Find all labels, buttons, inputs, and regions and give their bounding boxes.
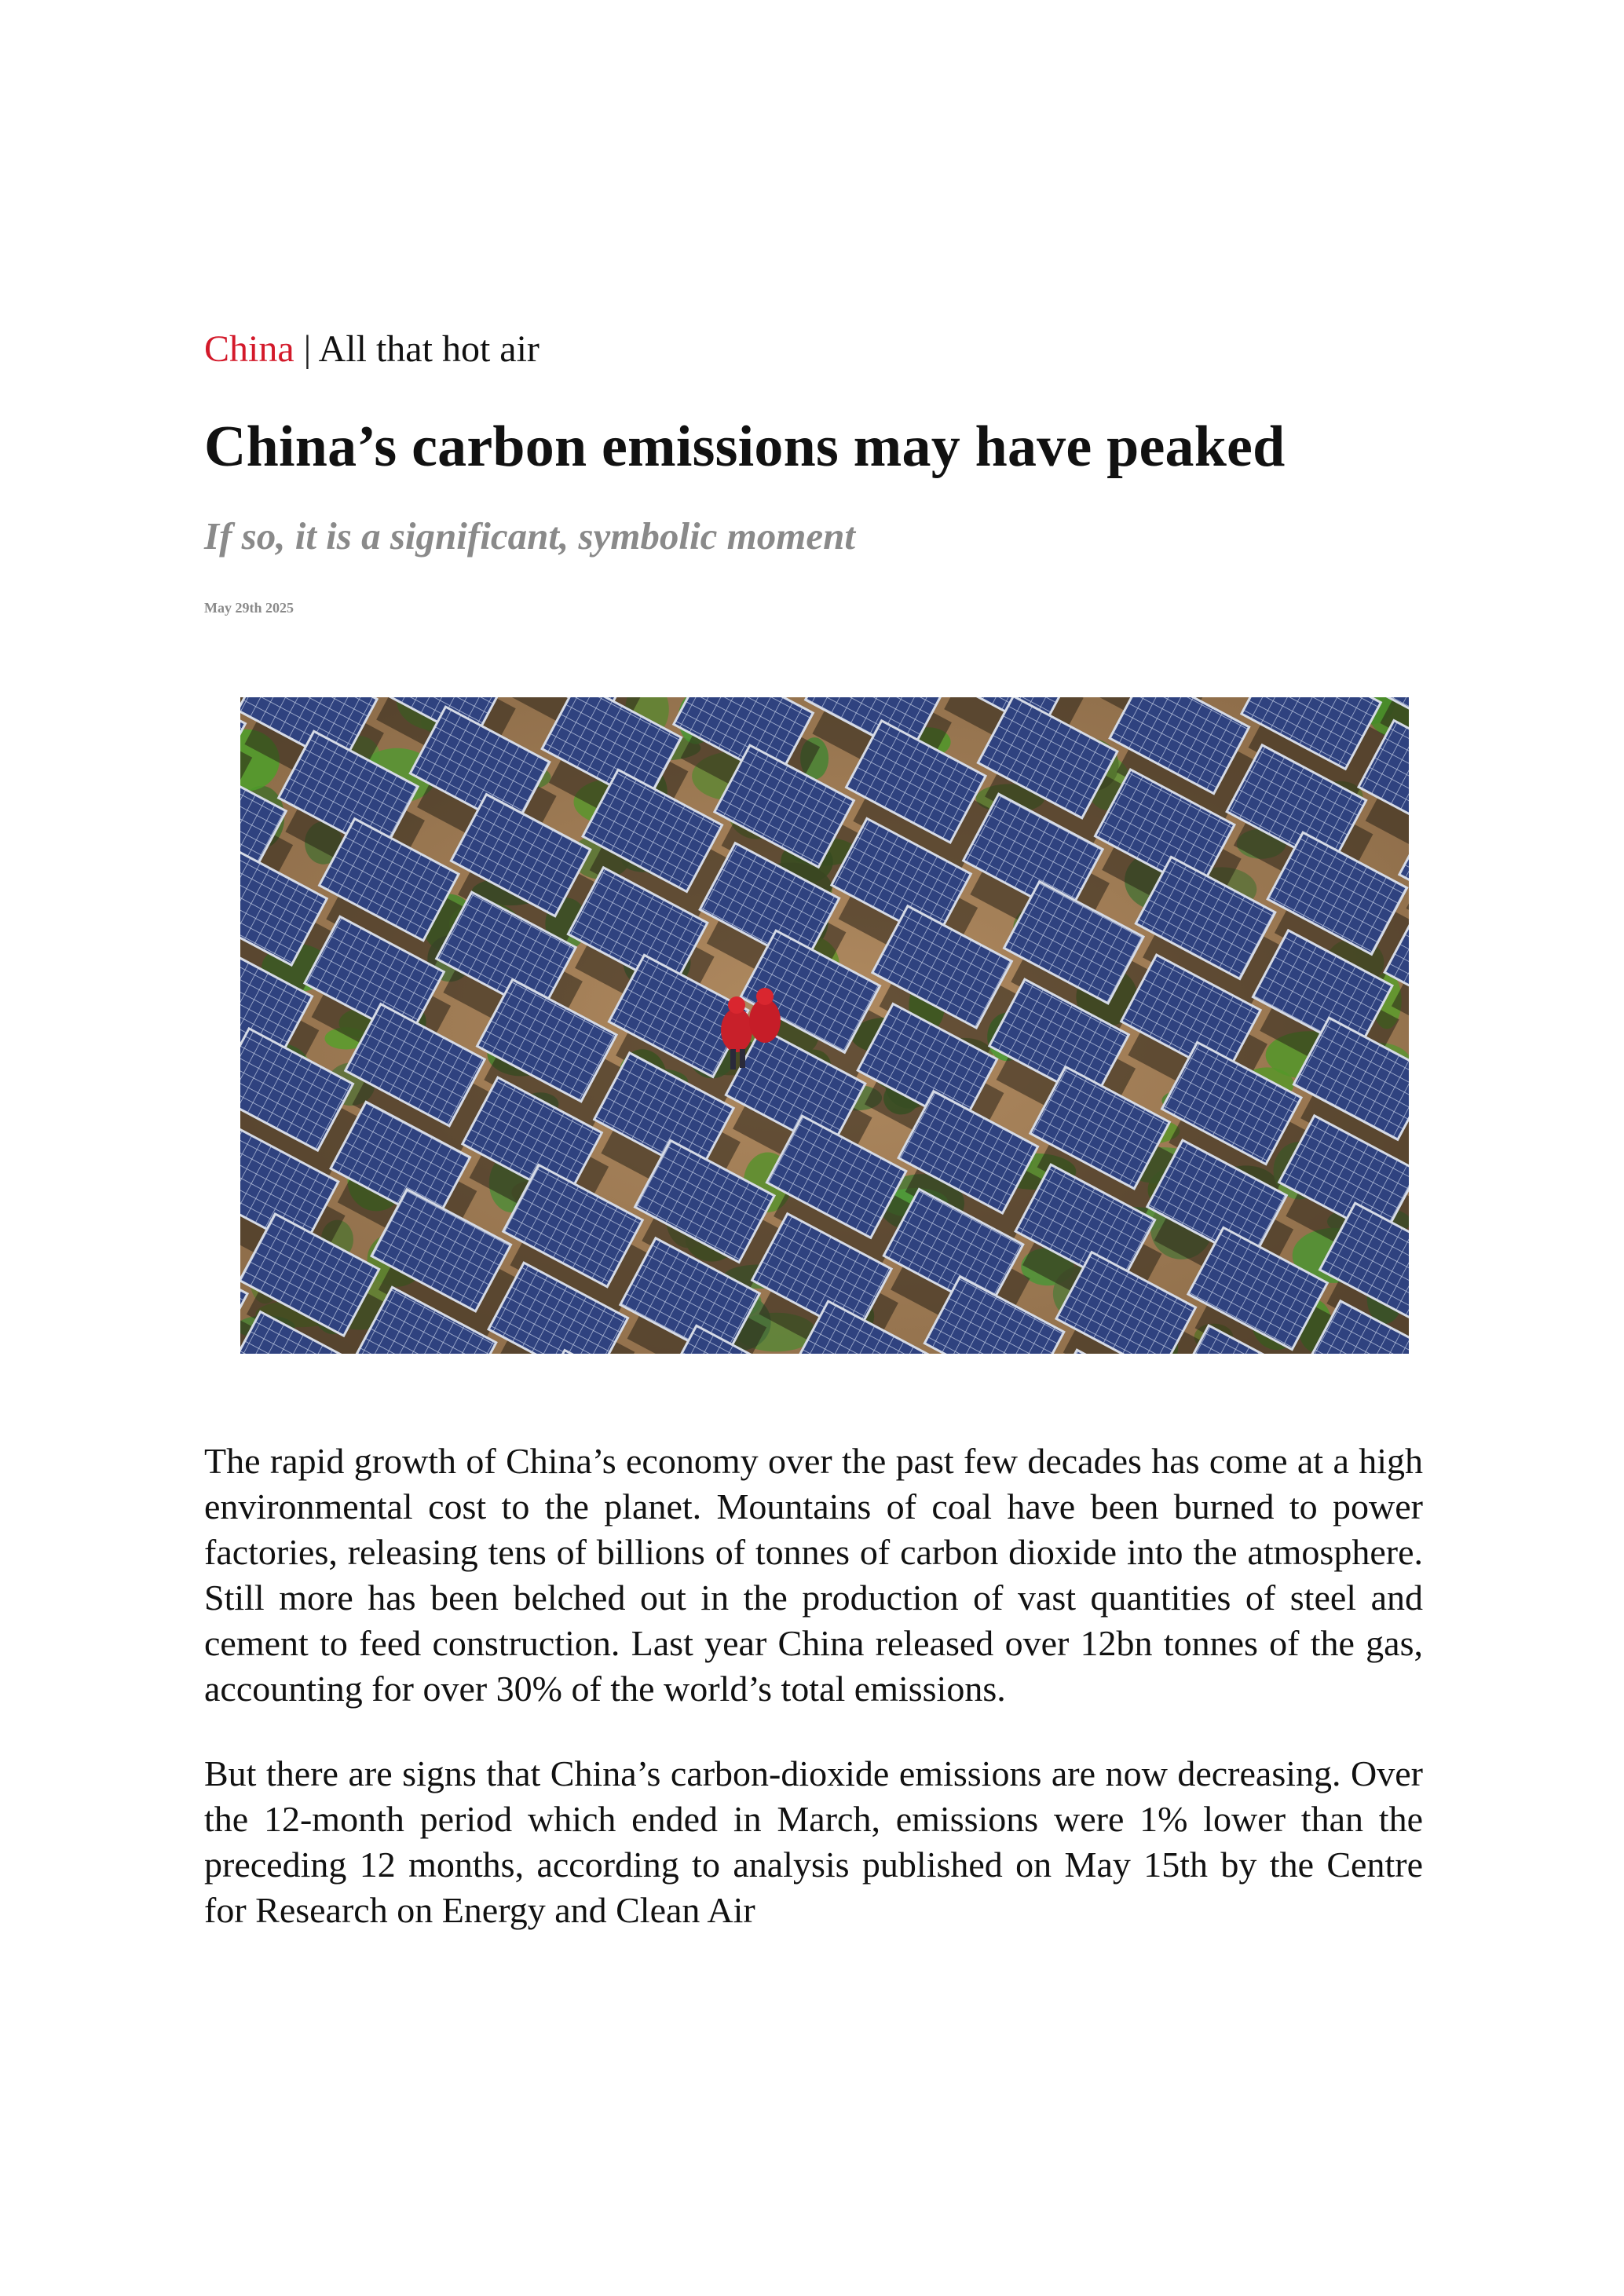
section-link[interactable]: China — [204, 328, 294, 370]
article-kicker — [204, 326, 540, 373]
article-date: May 29th 2025 — [204, 600, 294, 616]
kicker-separator: | — [294, 328, 319, 370]
article-headline: China’s carbon emissions may have peaked — [204, 415, 1286, 479]
article-body — [204, 1439, 1423, 1972]
body-paragraph-1: The rapid growth of China’s economy over the past few decades has come at a high environmental cost to the planet. Mountains of coal have been burned to power factories, releasing tens of billions of tonnes of carbon dioxide into the atmosphere. Still more has been belched out in the production of vast quantities of steel and cement to feed construction. Last year China released over 12bn tonnes of the gas, accounting for over 30% of the world’s total emissions. — [204, 1441, 1423, 1709]
body-paragraph-2: But there are signs that China’s carbon-dioxide emissions are now decreasing. Over the 12-month period which ended in March, emissions were 1% lower than the preceding 12 months, according to analysis published on May 15th by the Centre for Research on Energy and Clean Air — [204, 1753, 1423, 1930]
article-rubric: All that hot air — [318, 328, 540, 370]
article-standfirst: If so, it is a significant, symbolic moment — [204, 514, 855, 558]
article-photo — [240, 697, 1409, 1354]
